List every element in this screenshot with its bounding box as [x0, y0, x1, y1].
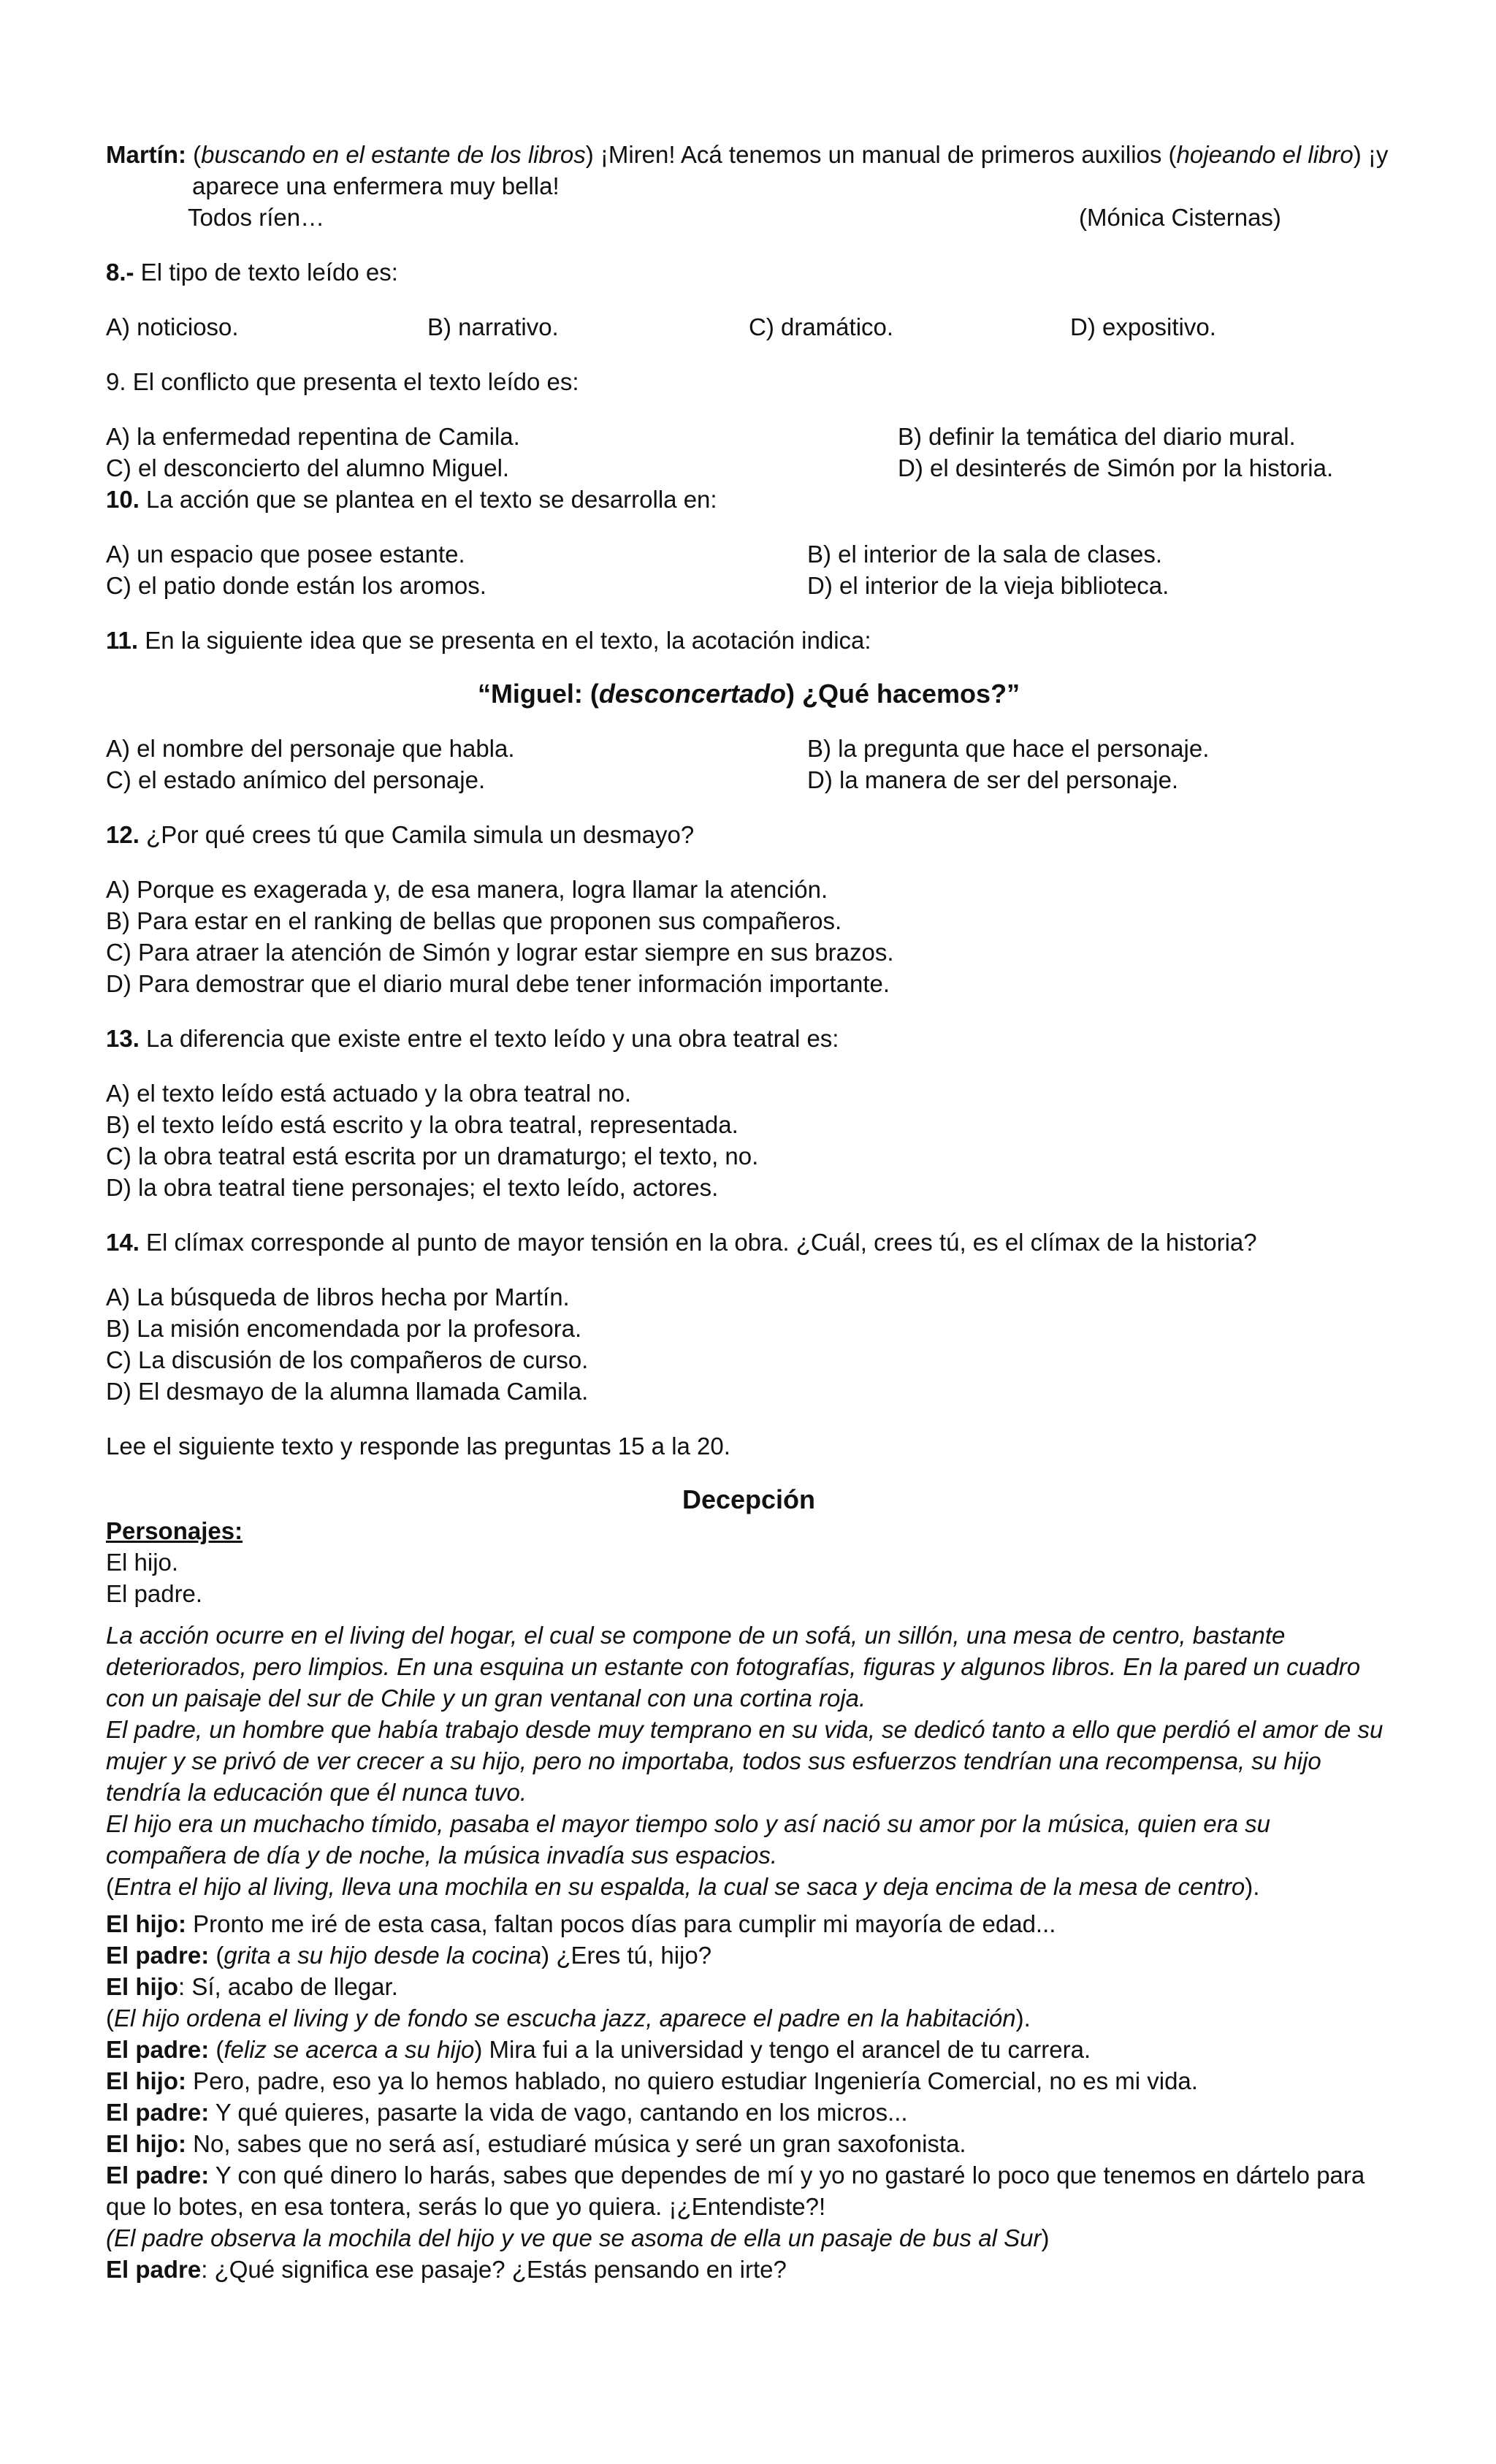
option[interactable]: C) La discusión de los compañeros de curso. — [106, 1346, 589, 1373]
option[interactable]: B) definir la temática del diario mural. — [898, 423, 1296, 450]
option[interactable]: B) el texto leído está escrito y la obra teatral, representada. — [106, 1111, 739, 1138]
dialogue-line: El hijo: No, sabes que no será así, estudiaré música y seré un gran saxofonista. — [106, 2130, 966, 2157]
quoted-line: “Miguel: (desconcertado) ¿Qué hacemos?” — [477, 679, 1020, 709]
speaker-martin: Martín: — [106, 141, 186, 168]
option[interactable]: C) el desconcierto del alumno Miguel. — [106, 454, 510, 481]
option[interactable]: C) la obra teatral está escrita por un dramaturgo; el texto, no. — [106, 1143, 759, 1170]
option[interactable]: A) noticioso. — [106, 313, 239, 340]
question-14-options — [106, 1281, 1392, 1407]
option[interactable]: A) Porque es exagerada y, de esa manera, logra llamar la atención. — [106, 876, 828, 903]
question-9: 9. El conflicto que presenta el texto leído es: — [106, 368, 579, 395]
option[interactable]: C) dramático. — [749, 313, 894, 340]
option[interactable]: A) el texto leído está actuado y la obra teatral no. — [106, 1080, 632, 1107]
dialogue-line: El padre: Y qué quieres, pasarte la vida de vago, cantando en los micros... — [106, 2099, 908, 2126]
question-14: 14. El clímax corresponde al punto de mayor tensión en la obra. ¿Cuál, crees tú, es el clímax de la historia? — [106, 1229, 1257, 1256]
stage-direction: El hijo era un muchacho tímido, pasaba el mayor tiempo solo y así nació su amor por la música, quien era su compañera de día y de noche, la música invadía sus espacios. — [106, 1810, 1270, 1869]
question-10-options — [106, 538, 1392, 601]
option[interactable]: C) el patio donde están los aromos. — [106, 572, 486, 599]
option[interactable]: B) el interior de la sala de clases. — [807, 541, 1163, 568]
option[interactable]: D) el interior de la vieja biblioteca. — [807, 572, 1169, 599]
option[interactable]: D) la obra teatral tiene personajes; el texto leído, actores. — [106, 1174, 719, 1201]
todos-rien: Todos ríen… — [188, 204, 325, 231]
question-8-options — [106, 311, 1392, 343]
document-page — [106, 139, 1392, 2285]
dialogue-line: (El padre observa la mochila del hijo y ve que se asoma de ella un pasaje de bus al Sur) — [106, 2224, 1050, 2251]
question-11-options — [106, 733, 1392, 796]
option[interactable]: B) narrativo. — [427, 313, 559, 340]
option[interactable]: B) la pregunta que hace el personaje. — [807, 735, 1210, 762]
dialogue — [106, 1908, 1392, 2285]
option[interactable]: A) la enfermedad repentina de Camila. — [106, 423, 520, 450]
option[interactable]: D) Para demostrar que el diario mural debe tener información importante. — [106, 970, 890, 997]
dialogue-line: (El hijo ordena el living y de fondo se escucha jazz, aparece el padre en la habitación). — [106, 2005, 1031, 2032]
question-8: 8.- El tipo de texto leído es: — [106, 259, 398, 286]
question-9-options — [106, 421, 1392, 484]
question-13: 13. La diferencia que existe entre el texto leído y una obra teatral es: — [106, 1025, 839, 1052]
option[interactable]: D) el desinterés de Simón por la historia. — [898, 454, 1334, 481]
stage-direction: La acción ocurre en el living del hogar, el cual se compone de un sofá, un sillón, una mesa de centro, bastante deteriorados, pero limpios. En una esquina un estante con fotografías, figuras y algunos libros. En la pared un cuadro con un paisaje del sur de Chile y un gran ventanal con una cortina roja. — [106, 1622, 1361, 1712]
intro-closing — [106, 202, 1392, 233]
option[interactable]: C) Para atraer la atención de Simón y lograr estar siempre en sus brazos. — [106, 939, 894, 966]
dialogue-line: El padre: Y con qué dinero lo harás, sabes que dependes de mí y yo no gastaré lo poco que tenemos en dártelo para que lo botes, en esa tontera, serás lo que yo quiera. ¡¿Entendiste?! — [106, 2162, 1365, 2220]
option[interactable]: B) Para estar en el ranking de bellas que proponen sus compañeros. — [106, 907, 842, 934]
question-12: 12. ¿Por qué crees tú que Camila simula un desmayo? — [106, 821, 695, 848]
entry-direction: (Entra el hijo al living, lleva una mochila en su espalda, la cual se saca y deja encima de la mesa de centro). — [106, 1873, 1260, 1900]
character-item: El hijo. — [106, 1549, 179, 1576]
option[interactable]: D) la manera de ser del personaje. — [807, 766, 1179, 793]
option[interactable]: D) expositivo. — [1070, 313, 1216, 340]
intro-line-2: aparece una enfermera muy bella! — [192, 172, 560, 199]
option[interactable]: A) el nombre del personaje que habla. — [106, 735, 515, 762]
dialogue-line: El padre: (feliz se acerca a su hijo) Mira fui a la universidad y tengo el arancel de tu carrera. — [106, 2036, 1091, 2063]
stage-direction: El padre, un hombre que había trabajo desde muy temprano en su vida, se dedicó tanto a ello que perdió el amor de su mujer y se privó de ver crecer a su hijo, pero no importaba, todos sus esfuerzos tendrían una recompensa, su hijo tendría la educación que él nunca tuvo. — [106, 1716, 1384, 1806]
dialogue-line: El hijo: Sí, acabo de llegar. — [106, 1973, 398, 2000]
characters-heading: Personajes: — [106, 1517, 243, 1544]
option[interactable]: B) La misión encomendada por la profesora. — [106, 1315, 582, 1342]
question-13-options — [106, 1077, 1392, 1203]
option[interactable]: D) El desmayo de la alumna llamada Camila. — [106, 1378, 589, 1405]
stage-directions — [106, 1620, 1392, 1871]
intro-line: Martín: (buscando en el estante de los libros) ¡Miren! Acá tenemos un manual de primeros auxilios (hojeando el libro) ¡y — [106, 141, 1389, 168]
question-10: 10. La acción que se plantea en el texto se desarrolla en: — [106, 486, 717, 513]
reading-instruction: Lee el siguiente texto y responde las preguntas 15 a la 20. — [106, 1433, 730, 1460]
play-title: Decepción — [682, 1484, 816, 1514]
dialogue-line: El hijo: Pero, padre, eso ya lo hemos hablado, no quiero estudiar Ingeniería Comercial, no es mi vida. — [106, 2067, 1198, 2094]
option[interactable]: A) un espacio que posee estante. — [106, 541, 465, 568]
dialogue-line: El hijo: Pronto me iré de esta casa, faltan pocos días para cumplir mi mayoría de edad... — [106, 1910, 1056, 1937]
author-credit: (Mónica Cisternas) — [1079, 204, 1281, 231]
dialogue-line: El padre: (grita a su hijo desde la cocina) ¿Eres tú, hijo? — [106, 1942, 712, 1969]
option[interactable]: C) el estado anímico del personaje. — [106, 766, 486, 793]
question-11: 11. En la siguiente idea que se presenta en el texto, la acotación indica: — [106, 627, 871, 654]
dialogue-line: El padre: ¿Qué significa ese pasaje? ¿Estás pensando en irte? — [106, 2256, 787, 2283]
question-12-options — [106, 874, 1392, 999]
option[interactable]: A) La búsqueda de libros hecha por Martín. — [106, 1284, 570, 1311]
character-item: El padre. — [106, 1580, 203, 1607]
